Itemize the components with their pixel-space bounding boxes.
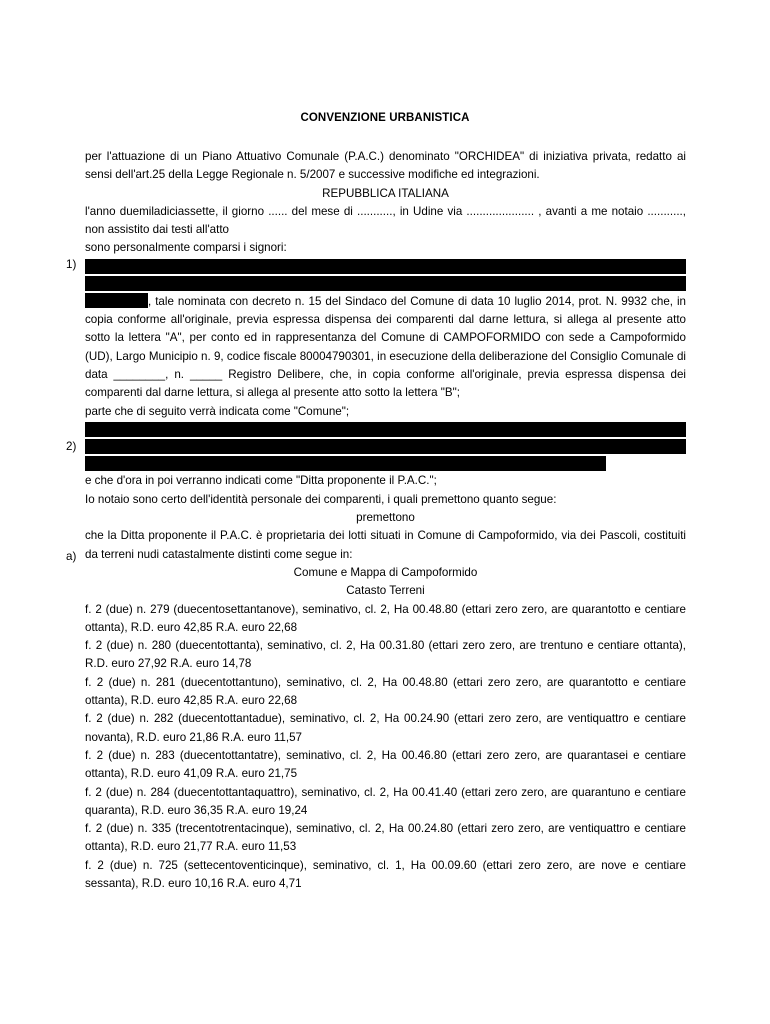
parcel-entry: f. 2 (due) n. 279 (duecentosettantanove), seminativo, cl. 2, Ha 00.48.80 (ettari zero zero, are quarantotto e centiare ottanta), R.D. euro 42,85 R.A. euro 22,68: [85, 602, 686, 634]
parcel-entry: f. 2 (due) n. 280 (duecentottanta), seminativo, cl. 2, Ha 00.31.80 (ettari zero zero, are trentuno e centiare ottanta), R.D. euro 27,92 R.A. euro 14,78: [85, 639, 686, 671]
party1-text: , tale nominata con decreto n. 15 del Sindaco del Comune di data 10 luglio 2014, prot. N. 9932 che, in copia conforme all'originale, previa espressa dispensa dei comparenti dal darne lettura, si allega al presente atto sotto la lettera "A", per conto ed in rappresentanza del Comune di CAMPOFORMIDO con sede a Campoformido (UD), Largo Municipio n. 9, codice fiscale 80004790301, in esecuzione della deliberazione del Consiglio Comunale di data ________, n. _____ Registro Delibere, che, in copia conforme all'originale, previa espressa dispensa dei comparenti dal darne lettura, si allega al presente atto sotto la lettera "B";: [85, 294, 686, 400]
parcel-entry: f. 2 (due) n. 283 (duecentottantatre), seminativo, cl. 2, Ha 00.46.80 (ettari zero zero, are quarantasei e centiare ottanta), R.D. euro 41,09 R.A. euro 21,75: [85, 748, 686, 781]
parcel-entry: f. 2 (due) n. 281 (duecentottantuno), seminativo, cl. 2, Ha 00.48.80 (ettari zero zero, are quarantotto e centiare ottanta), R.D. euro 42,85 R.A. euro 22,68: [85, 675, 686, 708]
list-marker-2: 2): [66, 440, 77, 453]
parcel-entry: f. 2 (due) n. 282 (duecentottantadue), seminativo, cl. 2, Ha 00.24.90 (ettari zero zero, are ventiquattro e centiare novanta), R.D. euro 21,86 R.A. euro 11,57: [85, 712, 686, 744]
redacted-block: [85, 422, 686, 437]
redacted-block: [85, 293, 148, 308]
list-marker-1: 1): [66, 258, 77, 271]
party2-line: e che d'ora in poi verranno indicati come "Ditta proponente il P.A.C.";: [85, 474, 437, 488]
party1-paragraph: [85, 293, 686, 403]
premettono-heading: premettono: [356, 511, 415, 525]
republic-heading: REPUBBLICA ITALIANA: [322, 186, 449, 200]
catasto-heading: Catasto Terreni: [346, 584, 425, 598]
comune-line: parte che di seguito verrà indicata come "Comune";: [85, 404, 350, 418]
intro-paragraph: per l'attuazione di un Piano Attuativo Comunale (P.A.C.) denominato "ORCHIDEA" di iniziativa privata, redatto ai sensi dell'art.25 della Legge Regionale n. 5/2007 e successive modifiche ed integrazioni.: [85, 150, 686, 182]
appeared-line: sono personalmente comparsi i signori:: [85, 241, 287, 255]
date-place-paragraph: l'anno duemiladiciassette, il giorno ...... del mese di ..........., in Udine via ..................... , avanti a me notaio ..........., non assistito dai testi all'atto: [85, 204, 686, 237]
document-body: [85, 148, 686, 893]
document-title: CONVENZIONE URBANISTICA: [300, 112, 470, 124]
redacted-block: [85, 439, 686, 454]
parcel-entry: f. 2 (due) n. 284 (duecentottantaquattro), seminativo, cl. 2, Ha 00.41.40 (ettari zero zero, are quarantuno e centiare quaranta), R.D. euro 36,35 R.A. euro 19,24: [85, 785, 686, 817]
notary-line: Io notaio sono certo dell'identità personale dei comparenti, i quali premettono quanto segue:: [85, 492, 557, 506]
parcel-entry: f. 2 (due) n. 335 (trecentotrentacinque), seminativo, cl. 2, Ha 00.24.80 (ettari zero zero, are ventiquattro e centiare ottanta), R.D. euro 21,77 R.A. euro 11,53: [85, 822, 686, 854]
redacted-block: [85, 276, 686, 291]
redacted-block: [85, 259, 686, 274]
parcel-entry: f. 2 (due) n. 725 (settecentoventicinque), seminativo, cl. 1, Ha 00.09.60 (ettari zero zero, are nove e centiare sessanta), R.D. euro 10,16 R.A. euro 4,71: [85, 858, 686, 891]
list-marker-a: a): [66, 550, 77, 563]
comune-mappa-heading: Comune e Mappa di Campoformido: [293, 565, 478, 579]
point-a-paragraph: che la Ditta proponente il P.A.C. è proprietaria dei lotti situati in Comune di Campoformido, via dei Pascoli, costituiti da terreni nudi catastalmente distinti come segue in:: [85, 529, 686, 561]
redacted-block: [85, 456, 606, 471]
